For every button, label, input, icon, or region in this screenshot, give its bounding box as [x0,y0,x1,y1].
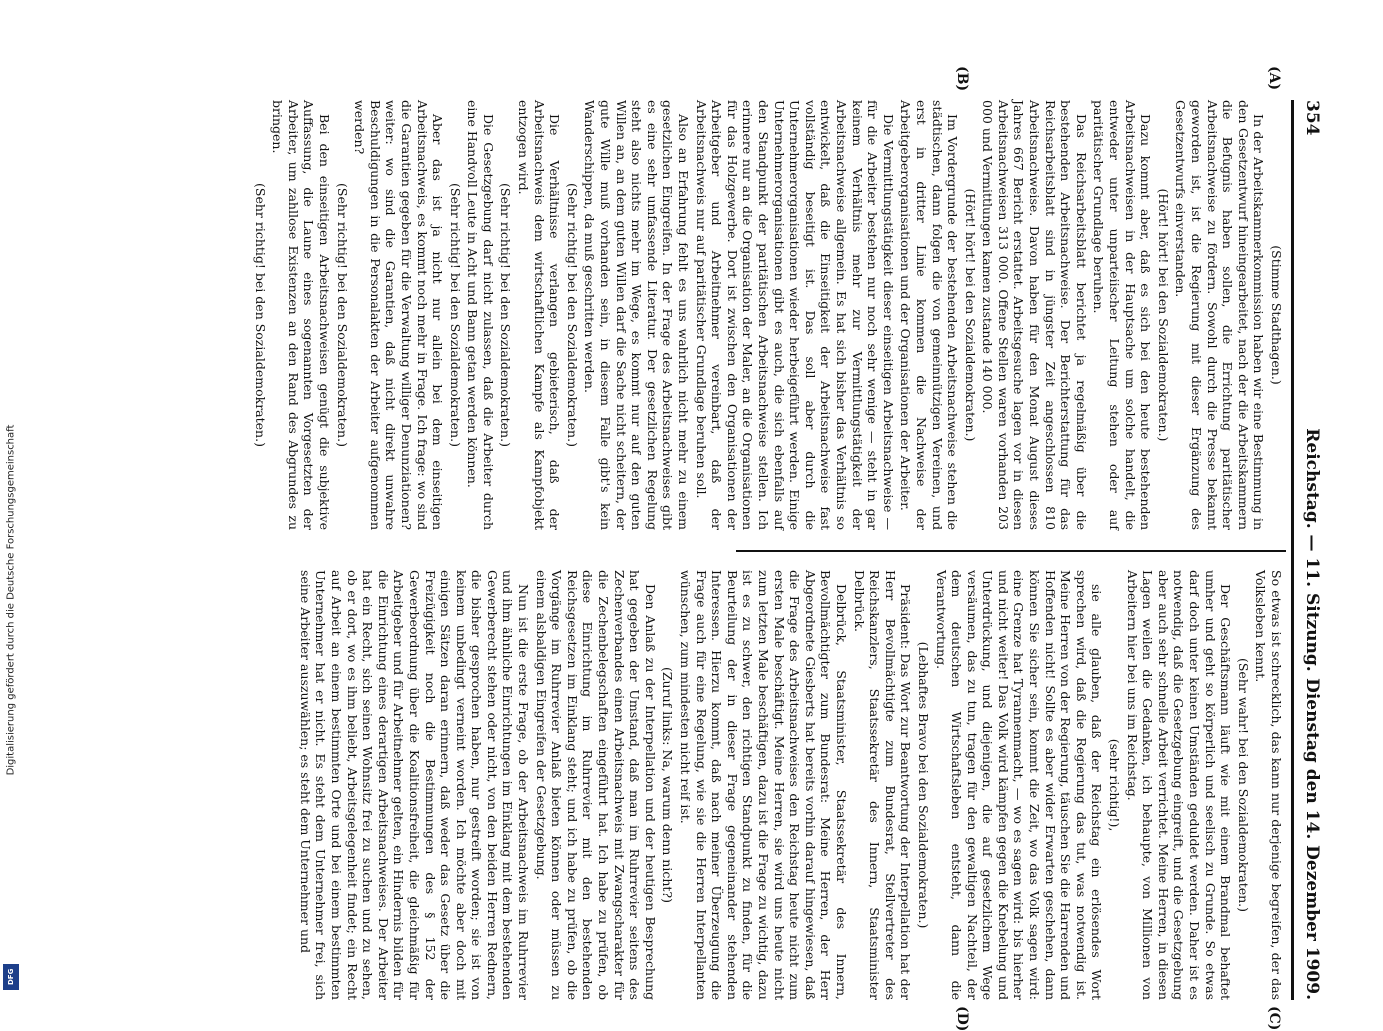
page-content [60,66,1330,1031]
page-header [1298,100,1322,1000]
margin-mark-c: (C) [1266,1006,1282,1031]
paragraph: (sehr richtig!), [1107,738,1123,832]
session-date: Dienstag den 14. Dezember 1909. [1302,678,1322,1000]
column-divider [736,550,1286,552]
paragraph: Der Geschäftsmann läuft wie mit einem Brandmal behaftet umher und geht so körperlich und seelisch zu Grunde. So etwas darf doch unter keinen Umständen geduldet werden. Daher ist es notwendig, daß die Gesetzgebung eingreift, und die Gesetzgebung aber auch sehr schnelle Arbeit verrichtet. Meine Herren, in diesen Lagen weilen die Gedanken, ich behaupte, von Millionen von Arbeitern hier bei uns im Reichstag. [1124,570,1234,1000]
paragraph: Im Vordergrunde der bestehenden Arbeitsnachweise stehen die städtischen, dann folgen die von gemeinnützigen Vereinen, und erst in dritter Linie kommen die Nachweise der Arbeitgeberorganisationen und der Organisationen der Arbeiter. [898,100,961,530]
paragraph: So etwas ist schrecklich, das kann nur derjenige begreifen, der das Volksleben kennt. [1253,570,1284,1000]
paragraph: (Sehr richtig! bei den Sozialdemokraten.) [334,183,350,447]
paragraph: In der Arbeitskammerkommission haben wir eine Bestimmung in den Gesetzentwurf hineingearbeitet, nach der die Arbeitskammern die Befugnis haben sollen, die Errichtung paritätischer Arbeitsnachweise zu fördern. Sowohl durch die Presse bekannt geworden ist, ist die Regierung mit dieser Ergänzung des Gesetzentwurfs einverstanden. [1173,100,1267,530]
paragraph: Die Verhältnisse verlangen gebieterisch, daß der Arbeitsnachweis dem wirtschaftlichen Kampfe als Kampfobjekt entzogen wird. [516,100,563,530]
paragraph: Nun ist die erste Frage, ob der Arbeitsnachweis im Ruhrrevier und ihm ähnliche Einrichtungen im Einklang mit dem bestehenden Gewerberecht stehen oder nicht, von den beiden Herren Rednern, die bisher gesprochen haben, nur gestreift worden; sie ist von keinem unbedingt verneint worden. Ich möchte aber doch mit einigen Sätzen daran erinnern, daß weder das Gesetz über die Freizügigkeit noch die Bestimmungen des § 152 der Gewerbeordnung über die Koalitionsfreiheit, die gleichmäßig für Arbeitgeber und für Arbeitnehmer gelten, ein Hindernis bilden für die Einrichtung eines derartigen Arbeitsnachweises. Der Arbeiter hat ein Recht, sich seinen Wohnsitz frei zu suchen und zu sehen, ob er dort, wo es ihm beliebt, Arbeitsgelegenheit findet; ein Recht auf Arbeit an einem bestimmten Orte und bei einem bestimmten Unternehmer hat er nicht. Es steht dem Unternehmer frei, sich seine Arbeiter auszuwählen; es steht dem Unternehmer und [297,570,532,1000]
paragraph: Präsident: Das Wort zur Beantwortung der Interpellation hat der Herr Bevollmächtigte zum Bundesrat, Stellvertreter des Reichskanzlers, Staatssekretär des Innern, Staatsminister Delbrück. [851,570,914,1000]
session-title: Reichstag. — 11. Sitzung. [1302,428,1322,672]
paragraph: (Sehr richtig! bei den Sozialdemokraten.) [564,183,580,447]
paragraph: Das Reichsarbeitsblatt berichtet ja regelmäßig über die bestehenden Arbeitsnachweise. Der Berichterstattung für das Reichsarbeitsblatt sind in jüngster Zeit angeschlossen 810 Arbeitsnachweise. Davon haben für den Monat August dieses Jahres 667 Bericht erstattet. Arbeitsgesuche lagen vor in diesen Arbeitsnachweisen 313 000. Offene Stellen waren vorhanden 203 000 und Vermittlungen kamen zustande 140 000. [980,100,1089,530]
paragraph: (Sehr richtig! bei den Sozialdemokraten.) [498,183,514,447]
margin-mark-a: (A) [1266,66,1282,91]
dfg-logo-icon: DFG [3,964,19,990]
paragraph: Delbrück, Staatsminister, Staatssekretär des Innern, Bevollmächtigter zum Bundesrat: Meine Herren, der Herr Abgeordnete Giesberts hat bereits vorhin darauf hingewiesen, daß die Frage des Arbeitsnachweises den Reichstag heute nicht zum ersten Male beschäftigt. Meine Herren, sie wird uns heute nicht zum letzten Male beschäftigen, dazu ist die Frage zu wichtig, dazu ist es zu schwer, den richtigen Standpunkt zu finden, für die Beurteilung der in dieser Frage gegeneinander stehenden Interessen. Hierzu kommt, daß nach meiner Überzeugung die Frage auch für eine Regelung, wie sie die Herren Interpellanten wünschen, zum mindesten nicht reif ist. [678,570,849,1000]
paragraph: Dazu kommt aber, daß es sich bei den heute bestehenden Arbeitsnachweisen in der Hauptsache um solche handelt, die entweder unter unparteiischer Leitung stehen oder auf paritätischer Grundlage beruhen. [1091,100,1154,530]
paragraph: (Sehr richtig! bei den Sozialdemokraten.) [447,183,463,447]
paragraph: (Zuruf links: Na, warum denn nicht?) [660,667,676,903]
right-column [295,570,1284,1000]
credit-text: Digitalisierung gefördert durch die Deutsche Forschungsgemeinschaft [5,424,17,776]
paragraph: (Hört! hört! bei den Sozialdemokraten.) [962,188,978,442]
left-column [250,100,1284,530]
page-number: 354 [1302,100,1322,136]
paragraph: (Lebhaftes Bravo bei den Sozialdemokraten.) [915,641,931,929]
paragraph: Bei den einseitigen Arbeitsnachweisen genügt die subjektive Auffassung, die Laune eines sogenannten Vorgesetzten der Arbeiter, um zahllose Existenzen an den Rand des Abgrundes zu bringen. [270,100,332,530]
paragraph: Also an Erfahrung fehlt es uns wahrlich nicht mehr zu einem gesetzlichen Eingreifen. In der Frage des Arbeitsnachweises gibt es eine sehr umfassende Literatur. Der gesetzlichen Regelung steht also nichts mehr im Wege, es kommt nur auf den guten Willen an, an dem guten Willen darf die Sache nicht scheitern, der gute Wille muß vorhanden sein, in diesem Falle gibt's kein Wanderschippen, da muß geschritten werden. [582,100,692,530]
paragraph: Den Anlaß zu der Interpellation und der heutigen Besprechung hat gegeben der Umstand, daß man im Ruhrrevier seitens des Zechenverbandes einen Arbeitsnachweis mit Zwangscharakter für die Zechenbelegschaften eingeführt hat. Ich habe zu prüfen, ob diese Einrichtung im Ruhrrevier mit den bestehenden Reichsgesetzen im Einklang steht; und ich habe zu prüfen, ob die Vorgänge im Ruhrrevier Anlaß bieten können oder müssen zu einem alsbaldigen Eingreifen der Gesetzgebung. [533,570,658,1000]
paragraph: Aber das ist ja nicht nur allein bei dem einseitigen Arbeitsnachweis, es kommt noch mehr in Frage. Ich frage: wo sind die Garantien gegeben für die Verwaltung williger Denunziationen? weiter: wo sind die Garantien, daß nicht direkt unwahre Beschuldigungen in die Personalakten der Arbeiter aufgenommen werden? [352,100,446,530]
rotated-page [60,66,1330,1031]
paragraph: (Stimme Stadthagen.) [1269,245,1284,385]
paragraph: Die Vermittlungstätigkeit dieser einseitigen Arbeitsnachweise — für die Arbeiter bestehen nur noch sehr wenige — steht in gar keinem Verhältnis mehr zur Vermittlungstätigkeit der Arbeitsnachweise allgemein. Es hat sich bisher das Verhältnis so entwickelt, daß die Einseitigkeit der Arbeitsnachweise fast vollständig beseitigt ist. Das soll aber durch die Unternehmerorganisationen wieder herbeigeführt werden. Einige Unternehmerorganisationen gibt es auch, die sich ebenfalls auf den Standpunkt der paritätischen Arbeitsnachweise stellen. Ich erinnere nur an die Organisation der Maler, an die Organisationen für das Holzgewerbe. Dort ist zwischen den Organisationen der Arbeitgeber und Arbeitnehmer vereinbart, daß der Arbeitsnachweis nur auf paritätischer Grundlage beruhen soll. [693,100,896,530]
paragraph: sie alle glauben, daß der Reichstag ein erlösendes Wort sprechen wird, daß die Regierung das tut, was notwendig ist. Meine Herren von der Regierung, täuschen Sie die Harrenden und Hoffenden nicht! Sollte es aber wider Erwarten geschehen, dann können Sie sicher sein, kommt die Zeit, wo das Volk sagen wird: eine Grenze hat Tyrannenmacht, — wo es sagen wird: bis hierher und nicht weiter! Das Volk wird kämpfen gegen die Knebelung und Unterdrückung, und diejenigen, die auf gesetzlichem Wege versäumen, das zu tun, tragen für den gewaltigen Nachteil, der dem deutschen Wirtschaftsleben entsteht, dann die Verantwortung. [933,570,1105,1000]
header-rule [1291,100,1294,1000]
margin-mark-d: (D) [954,1006,970,1031]
margin-mark-b: (B) [954,66,970,92]
paragraph: (Sehr wahr! bei den Sozialdemokraten.) [1235,657,1251,913]
paragraph: (Sehr richtig! bei den Sozialdemokraten.) [252,183,268,447]
paragraph: (Hört! hört! bei den Sozialdemokraten.) [1155,188,1171,442]
paragraph: Die Gesetzgebung darf nicht zulassen, daß die Arbeiter durch eine Handvoll Leute in Acht und Bann getan werden können. [465,100,496,530]
digitization-credit [0,0,22,1000]
